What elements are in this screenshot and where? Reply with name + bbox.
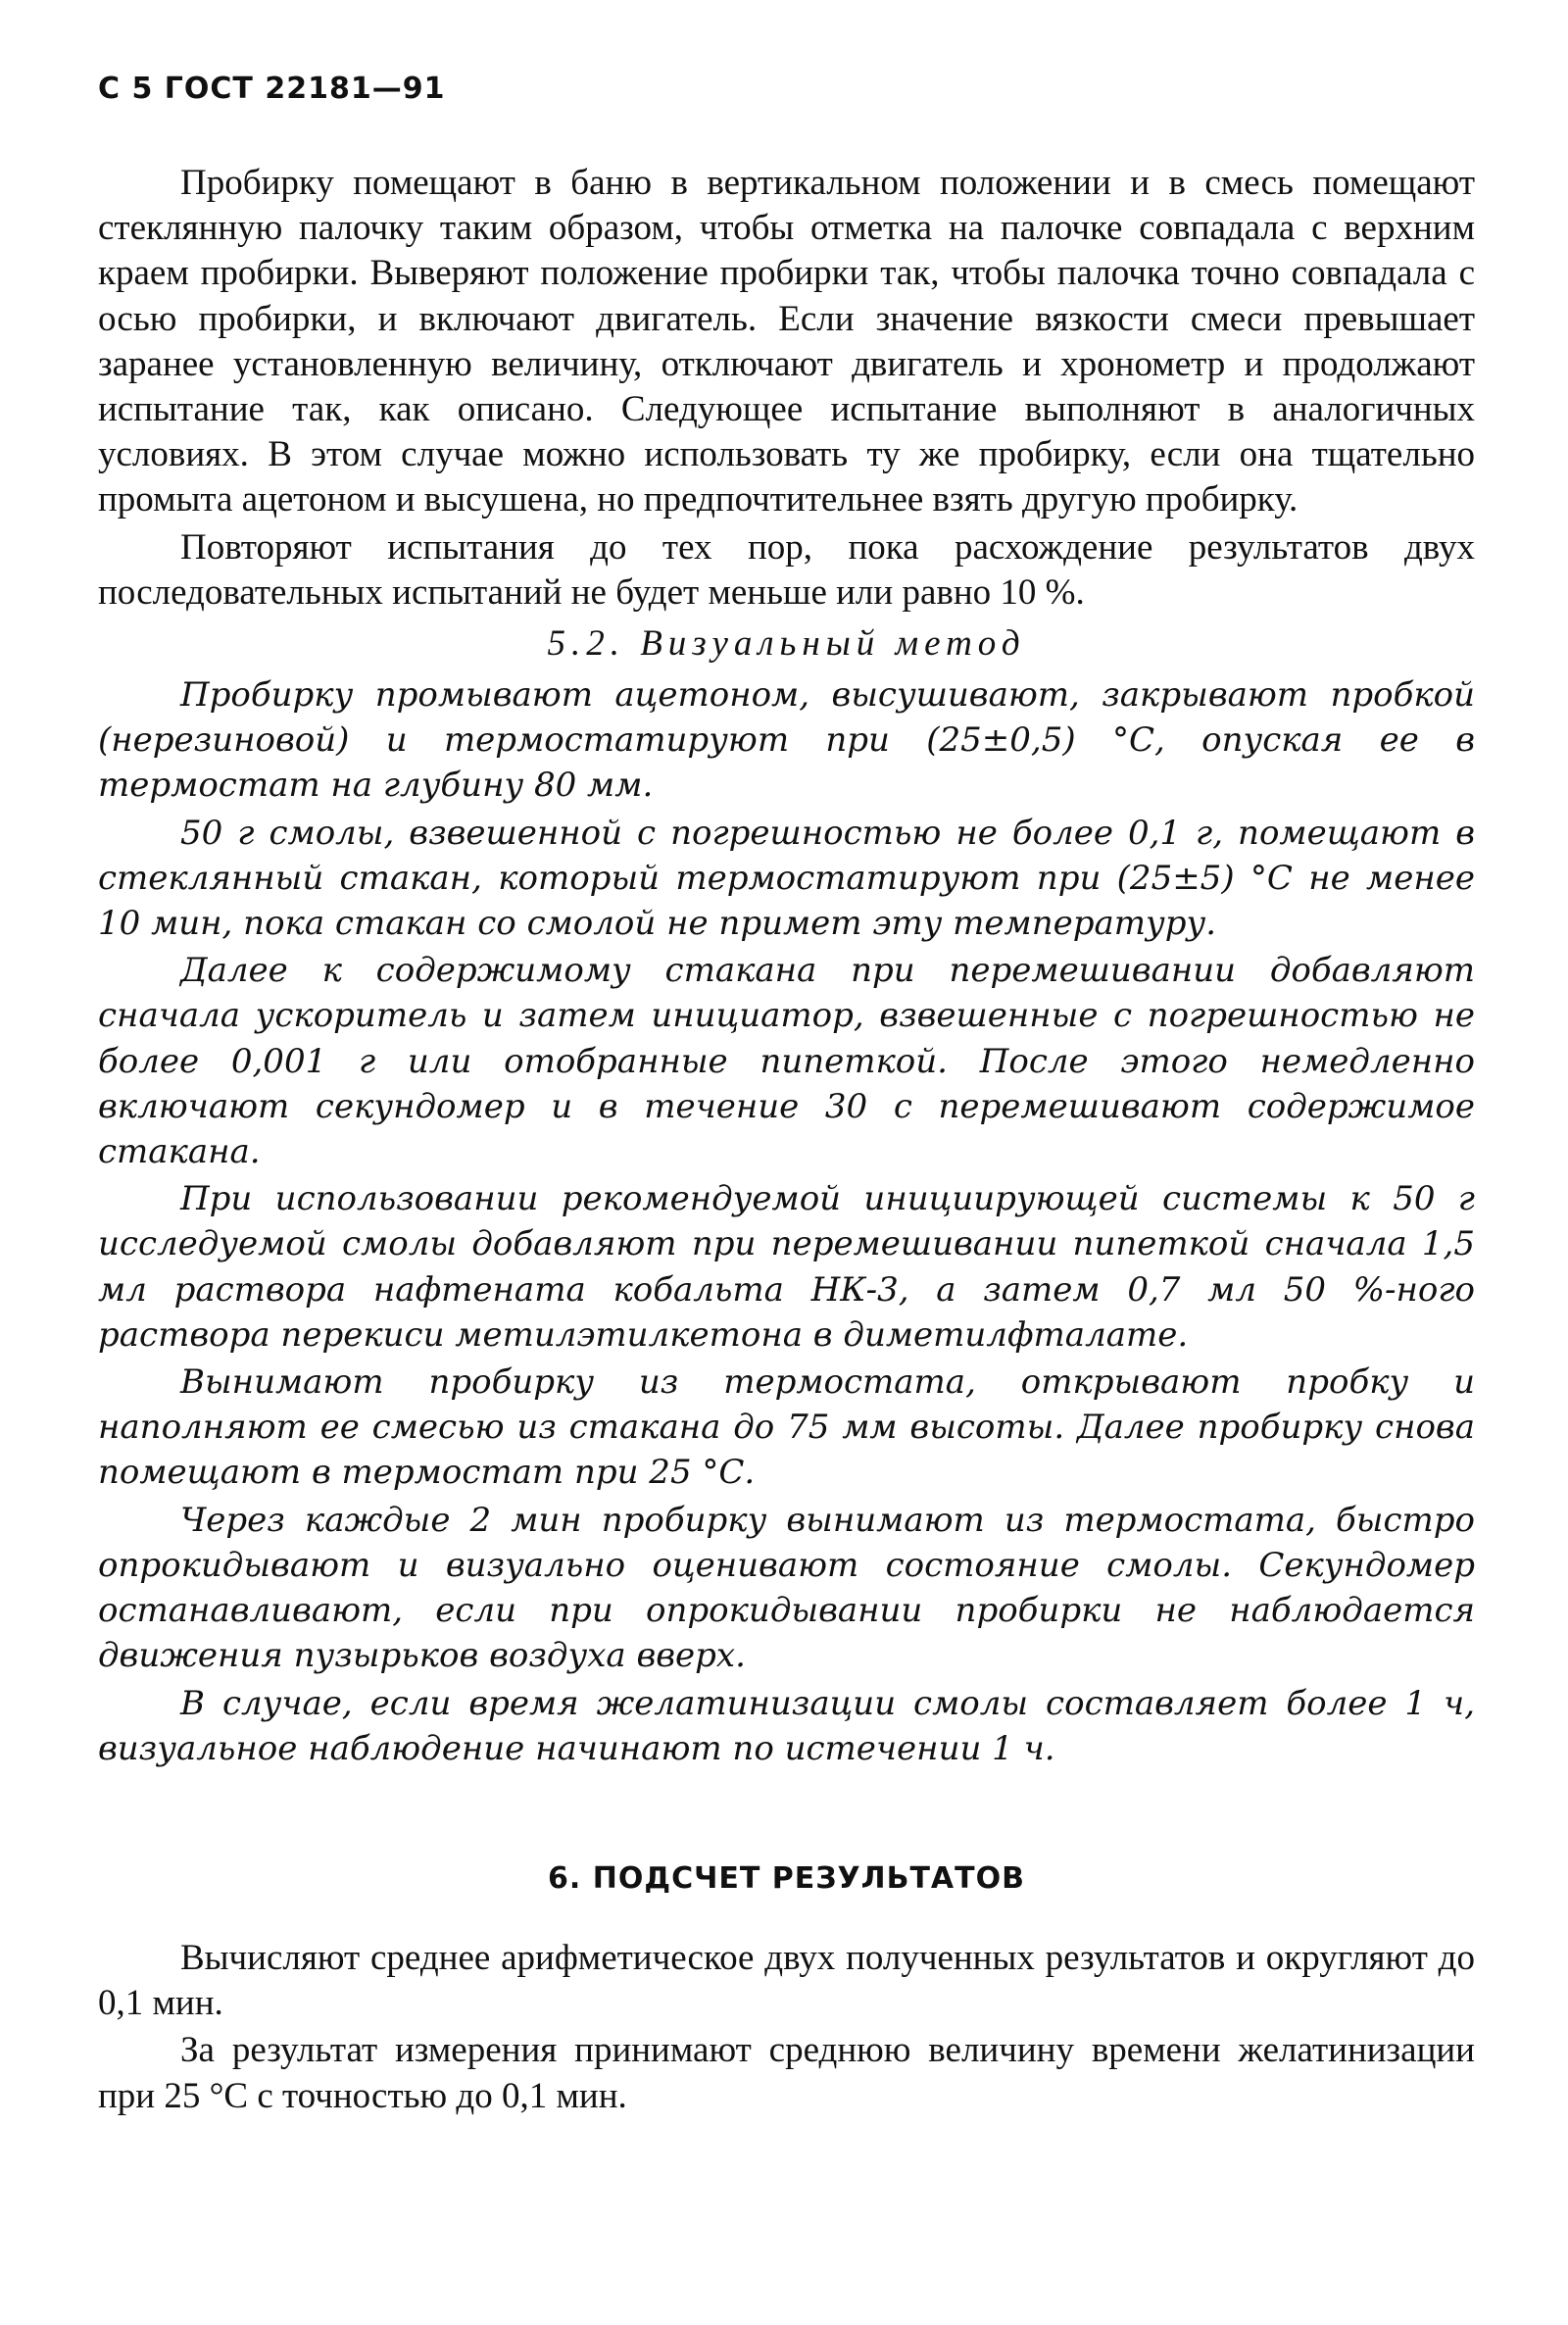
visual-method-paragraph-5: Вынимают пробирку из термостата, открывают пробку и наполняют ее смесью из стакана до 75 мм высоты. Далее пробирку снова помещают в термостат при 25 °С. xyxy=(98,1362,1475,1493)
visual-method-paragraph-4: При использовании рекомендуемой инициирующей системы к 50 г исследуемой смолы добавляют при перемешивании пипеткой сначала 1,5 мл раствора нафтената кобальта НК-3, а затем 0,7 мл 50 %-ного раствора перекиси метилэтилкетона в диметилфталате. xyxy=(98,1179,1475,1355)
visual-method-paragraph-3: Далее к содержимому стакана при перемешивании добавляют сначала ускоритель и затем инициатор, взвешенные с погрешностью не более 0,001 г или отобранные пипеткой. После этого немедленно включают секундомер и в течение 30 с перемешивают содержимое стакана. xyxy=(98,951,1475,1172)
paragraph-intro-1: Пробирку помещают в баню в вертикальном положении и в смесь помещают стеклянную палочку таким образом, чтобы отметка на палочке совпадала с верхним краем пробирки. Выверяют положение пробирки так, чтобы палочка точно совпадала с осью пробирки, и включают двигатель. Если значение вязкости смеси превышает заранее установленную величину, отключают двигатель и хронометр и продолжают испытание так, как описано. Следующее испытание выполняют в аналогичных условиях. В этом случае можно использовать ту же пробирку, если она тщательно промыта ацетоном и высушена, но предпочтительнее взять другую пробирку. xyxy=(98,163,1475,520)
visual-method-paragraph-6: Через каждые 2 мин пробирку вынимают из термостата, быстро опрокидывают и визуально оценивают состояние смолы. Секундомер останавливают, если при опрокидывании пробирки не наблюдается движения пузырьков воздуха вверх. xyxy=(98,1500,1475,1676)
visual-method-paragraph-2: 50 г смолы, взвешенной с погрешностью не более 0,1 г, помещают в стеклянный стакан, который термостатируют при (25±5) °С не менее 10 мин, пока стакан со смолой не примет эту температуру. xyxy=(98,813,1475,944)
results-section-heading: 6. ПОДСЧЕТ РЕЗУЛЬТАТОВ xyxy=(548,1860,1025,1896)
visual-method-heading: 5.2. Визуальный метод xyxy=(547,623,1026,665)
visual-method-paragraph-7: В случае, если время желатинизации смолы составляет более 1 ч, визуальное наблюдение начинают по истечении 1 ч. xyxy=(98,1683,1475,1768)
results-paragraph-1: Вычисляют среднее арифметическое двух полученных результатов и округляют до 0,1 мин. xyxy=(98,1937,1475,2024)
visual-method-paragraph-1: Пробирку промывают ацетоном, высушивают, закрывают пробкой (нерезиновой) и термостатируют при (25±0,5) °С, опуская ее в термостат на глубину 80 мм. xyxy=(98,675,1475,806)
results-paragraph-2: За результат измерения принимают среднюю величину времени желатинизации при 25 °С с точностью до 0,1 мин. xyxy=(98,2030,1475,2116)
document-page xyxy=(98,74,1475,2121)
page-header: С 5 ГОСТ 22181—91 xyxy=(98,72,446,106)
paragraph-intro-2: Повторяют испытания до тех пор, пока расхождение результатов двух последовательных испытаний не будет меньше или равно 10 %. xyxy=(98,526,1475,613)
